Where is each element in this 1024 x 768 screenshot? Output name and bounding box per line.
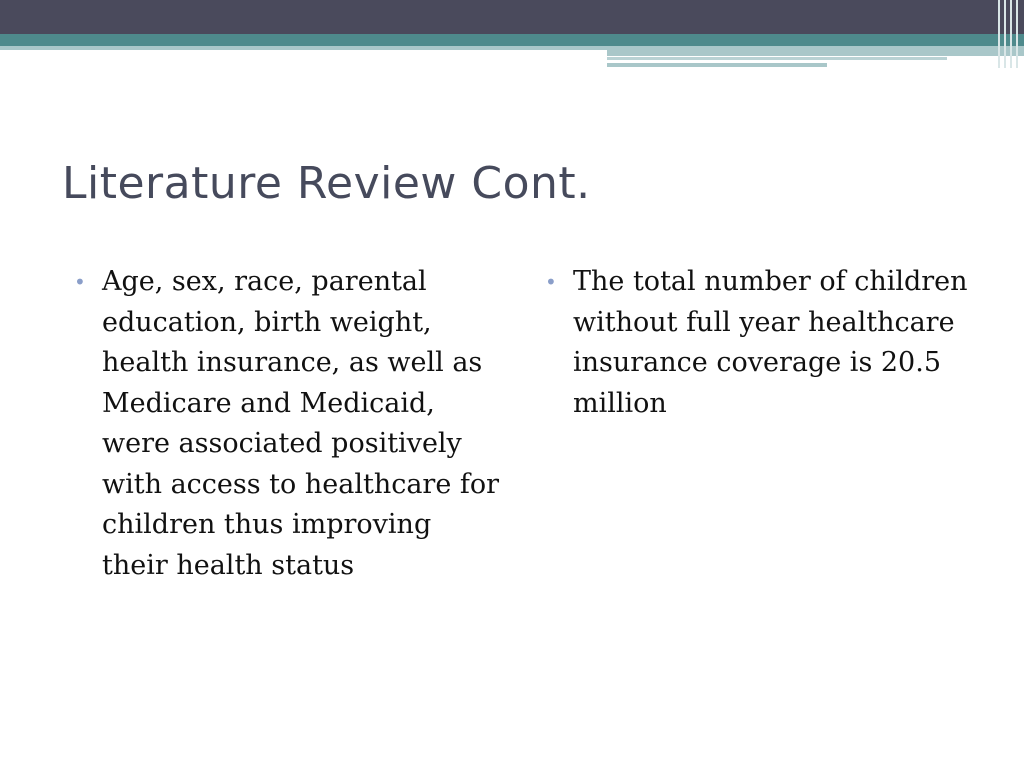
header-accent-line <box>607 63 827 67</box>
header-dark-band <box>0 0 1024 34</box>
slide-title: Literature Review Cont. <box>62 158 591 209</box>
bullet-item <box>545 262 975 424</box>
header-vertical-lines <box>996 0 1024 68</box>
left-column <box>74 262 504 586</box>
header-accent-line <box>607 57 947 60</box>
bullet-text: The total number of children without full year healthcare insurance coverage is 20.5 million <box>573 266 968 419</box>
right-column <box>545 262 975 424</box>
header-accent-block <box>607 46 1024 56</box>
bullet-icon: • <box>74 270 86 294</box>
bullet-text: Age, sex, race, parental education, birth weight, health insurance, as well as Medicare and Medicaid, were associated positively with access to healthcare for children thus improving their health status <box>102 266 500 581</box>
header-light-band <box>0 46 607 50</box>
bullet-item <box>74 262 504 586</box>
bullet-icon: • <box>545 270 557 294</box>
header-teal-band <box>0 34 1024 46</box>
